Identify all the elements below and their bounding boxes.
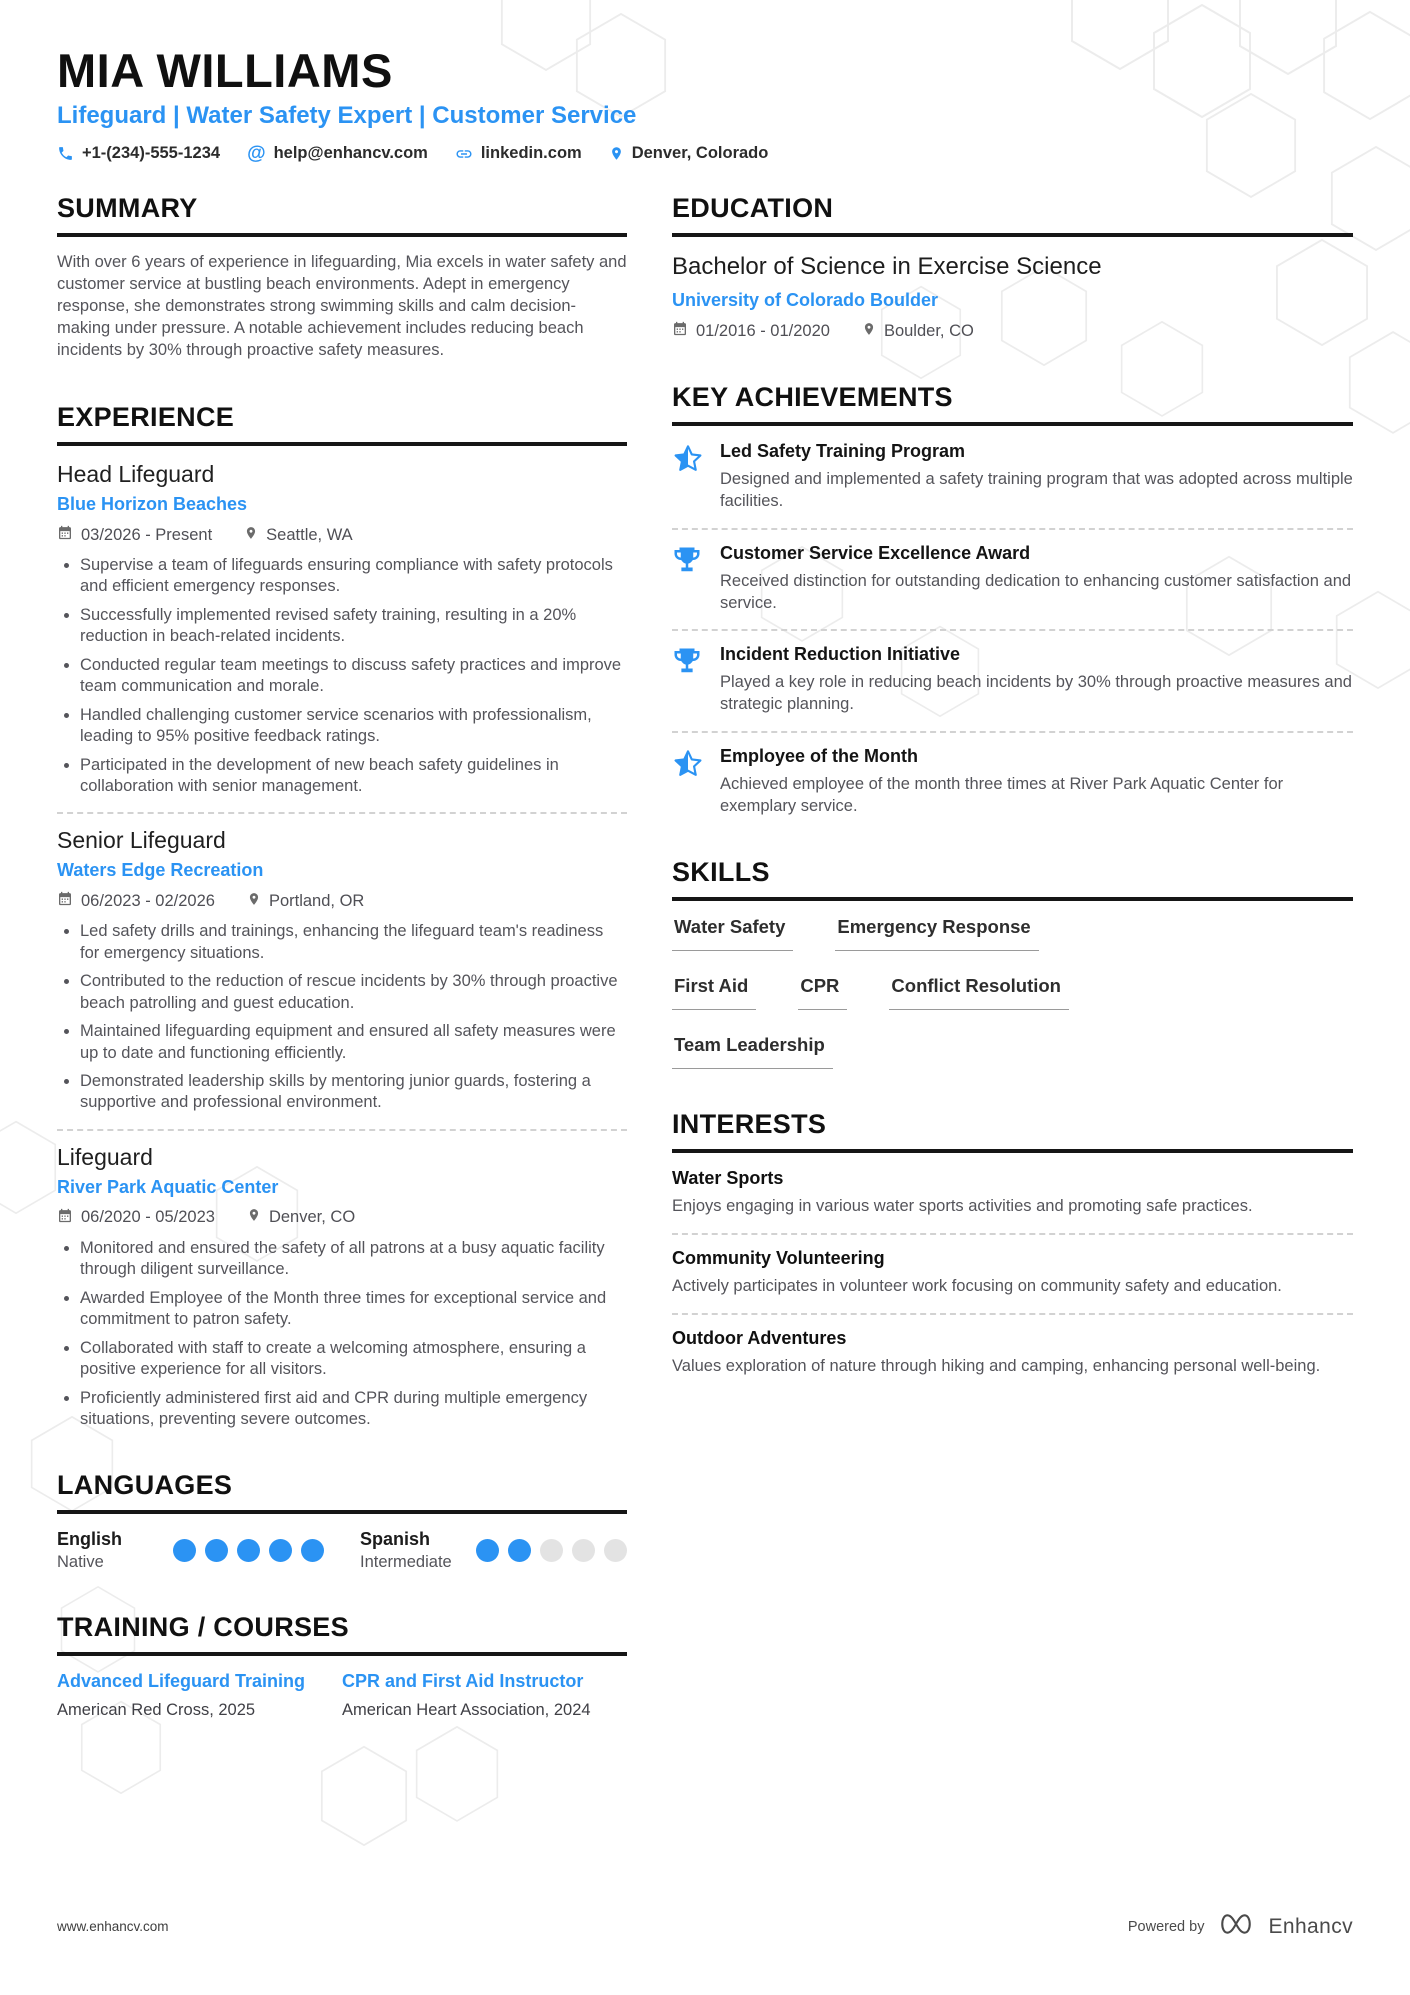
achievements-section [672, 382, 1353, 817]
skill-tag: First Aid [672, 975, 756, 1010]
candidate-headline: Lifeguard | Water Safety Expert | Customer Service [57, 102, 637, 130]
job-company: Blue Horizon Beaches [57, 494, 248, 515]
entry-divider [57, 812, 627, 814]
interest-item [672, 1168, 1353, 1218]
contact-linkedin[interactable] [455, 144, 582, 163]
enhancv-logo-icon [1215, 1910, 1257, 1943]
calendar-icon [57, 890, 73, 912]
achievement-text: Designed and implemented a safety training program that was adopted across multiple facilities. [720, 470, 1353, 511]
bullet-item: • Led safety drills and trainings, enhancing the lifeguard team's readiness for emergency situations. [80, 921, 627, 964]
training-title: Advanced Lifeguard Training [57, 1671, 306, 1692]
star-icon [672, 746, 704, 785]
experience-section [57, 402, 627, 1430]
skill-tag: CPR [798, 975, 847, 1010]
job-dates: 03/2026 - Present [57, 524, 212, 546]
entry-divider [672, 528, 1353, 530]
job-location: Seattle, WA [244, 525, 353, 546]
at-icon: @ [247, 143, 266, 165]
languages-section [57, 1470, 627, 1572]
entry-divider [672, 731, 1353, 733]
summary-heading: SUMMARY [57, 193, 627, 237]
achievement-text: Received distinction for outstanding dedication to enhancing customer satisfaction and service. [720, 571, 1352, 612]
phone-icon [57, 145, 74, 162]
achievements-heading: KEY ACHIEVEMENTS [672, 382, 1353, 426]
interests-heading: INTERESTS [672, 1109, 1353, 1153]
interest-title: Water Sports [672, 1168, 784, 1189]
bullet-item: • Supervise a team of lifeguards ensuring compliance with safety protocols and efficient emergency responses. [80, 555, 627, 598]
job-location: Portland, OR [247, 891, 364, 912]
achievement-item [672, 543, 1353, 615]
experience-entry [57, 827, 627, 1114]
education-section [672, 193, 1353, 342]
job-title: Head Lifeguard [57, 461, 215, 488]
bullet-item: • Successfully implemented revised safety training, resulting in a 20% reduction in beach-related incidents. [80, 605, 627, 648]
location-pin-icon [247, 1207, 261, 1228]
bullet-item: • Proficiently administered first aid and CPR during multiple emergency situations, preventing severe outcomes. [80, 1388, 627, 1431]
training-heading: TRAINING / COURSES [57, 1612, 627, 1656]
achievement-item [672, 441, 1353, 513]
bullet-item: • Contributed to the reduction of rescue incidents by 30% through proactive beach patrolling and guest education. [80, 971, 627, 1014]
experience-entry [57, 1144, 627, 1431]
job-title: Senior Lifeguard [57, 827, 226, 854]
link-icon [455, 145, 473, 163]
language-proficiency-dots [476, 1539, 627, 1562]
achievement-item [672, 644, 1353, 716]
education-location: Boulder, CO [862, 321, 974, 342]
location-pin-icon [244, 525, 258, 546]
language-name: English [57, 1529, 123, 1550]
skills-heading: SKILLS [672, 857, 1353, 901]
experience-heading: EXPERIENCE [57, 402, 627, 446]
language-proficiency-dots [173, 1539, 324, 1562]
star-icon [672, 441, 704, 480]
summary-section [57, 193, 627, 362]
bullet-item: • Conducted regular team meetings to discuss safety practices and improve team communication and morale. [80, 655, 627, 698]
bullet-item: • Handled challenging customer service scenarios with professionalism, leading to 95% positive feedback ratings. [80, 705, 627, 748]
candidate-name: MIA WILLIAMS [57, 44, 393, 97]
achievement-title: Led Safety Training Program [720, 441, 966, 462]
training-title: CPR and First Aid Instructor [342, 1671, 584, 1692]
job-location: Denver, CO [247, 1207, 355, 1228]
bullet-item: • Awarded Employee of the Month three times for exceptional service and commitment to patron safety. [80, 1288, 627, 1331]
job-bullets [57, 555, 627, 797]
entry-divider [672, 1313, 1353, 1315]
brand-wordmark: Enhancv [1268, 1914, 1353, 1938]
languages-heading: LANGUAGES [57, 1470, 627, 1514]
contact-linkedin-value[interactable]: linkedin.com [480, 144, 582, 163]
degree: Bachelor of Science in Exercise Science [672, 253, 1102, 281]
interest-title: Community Volunteering [672, 1248, 885, 1269]
contact-email-value[interactable]: help@enhancv.com [273, 144, 428, 163]
school: University of Colorado Boulder [672, 290, 939, 311]
experience-entry [57, 461, 627, 797]
skill-tag: Team Leadership [672, 1034, 833, 1069]
summary-text: With over 6 years of experience in lifeguarding, Mia excels in water safety and customer service at bustling beach environments. Adept in emergency response, she demonstrates strong swimming skills and calm decision-making under pressure. A notable achievement includes reducing beach incidents by 30% through proactive safety measures. [57, 253, 627, 360]
trophy-icon [672, 644, 704, 681]
powered-by [1128, 1910, 1353, 1943]
contact-phone-value: +1-(234)-555-1234 [82, 144, 221, 163]
training-org: American Heart Association, 2024 [342, 1701, 591, 1720]
bullet-item: • Participated in the development of new beach safety guidelines in collaboration with senior management. [80, 755, 627, 798]
bullet-item: • Demonstrated leadership skills by mentoring junior guards, fostering a supportive and professional environment. [80, 1071, 627, 1114]
location-pin-icon [247, 891, 261, 912]
contact-location [609, 144, 769, 163]
achievement-item [672, 746, 1353, 818]
interest-text: Actively participates in volunteer work focusing on community safety and education. [672, 1277, 1282, 1296]
job-bullets [57, 921, 627, 1114]
job-company: Waters Edge Recreation [57, 860, 264, 881]
job-dates: 06/2023 - 02/2026 [57, 890, 215, 912]
achievement-title: Customer Service Excellence Award [720, 542, 1031, 563]
job-title: Lifeguard [57, 1143, 153, 1170]
skills-section [672, 857, 1353, 1069]
job-dates: 06/2020 - 05/2023 [57, 1207, 215, 1229]
contact-row [57, 144, 1353, 163]
calendar-icon [57, 524, 73, 546]
entry-divider [57, 1129, 627, 1131]
skill-tag: Water Safety [672, 916, 793, 951]
language-name: Spanish [360, 1529, 431, 1550]
powered-by-label: Powered by [1127, 1918, 1205, 1935]
language-level: Intermediate [360, 1553, 452, 1572]
bullet-item: • Maintained lifeguarding equipment and ensured all safety measures were up to date and functioning efficiently. [80, 1021, 627, 1064]
contact-phone [57, 144, 220, 163]
achievement-text: Achieved employee of the month three times at River Park Aquatic Center for exemplary service. [720, 774, 1284, 815]
language-item [360, 1529, 627, 1572]
calendar-icon [672, 320, 688, 342]
job-company: River Park Aquatic Center [57, 1176, 279, 1197]
achievement-title: Employee of the Month [720, 745, 918, 766]
calendar-icon [57, 1207, 73, 1229]
language-item [57, 1529, 360, 1572]
location-pin-icon [862, 321, 876, 342]
entry-divider [672, 1233, 1353, 1235]
interest-item [672, 1328, 1353, 1378]
education-dates: 01/2016 - 01/2020 [672, 320, 830, 342]
achievement-text: Played a key role in reducing beach incidents by 30% through proactive measures and strategic planning. [720, 673, 1352, 714]
skill-tag: Emergency Response [835, 916, 1038, 951]
skill-tag: Conflict Resolution [889, 975, 1069, 1010]
bullet-item: • Collaborated with staff to create a welcoming atmosphere, ensuring a positive experience for all visitors. [80, 1338, 627, 1381]
education-heading: EDUCATION [672, 193, 1353, 237]
training-item [342, 1671, 627, 1720]
interest-item [672, 1248, 1353, 1298]
entry-divider [672, 629, 1353, 631]
interest-text: Enjoys engaging in various water sports activities and promoting safe practices. [672, 1197, 1253, 1216]
contact-location-value: Denver, Colorado [631, 144, 769, 163]
achievement-title: Incident Reduction Initiative [720, 644, 961, 665]
location-pin-icon [609, 145, 624, 162]
interest-title: Outdoor Adventures [672, 1328, 847, 1348]
trophy-icon [672, 543, 704, 580]
page-footer [57, 1910, 1353, 1943]
language-level: Native [57, 1553, 104, 1572]
bullet-item: • Monitored and ensured the safety of all patrons at a busy aquatic facility through diligent surveillance. [80, 1238, 627, 1281]
job-bullets [57, 1238, 627, 1431]
resume-header [57, 46, 1353, 163]
interest-text: Values exploration of nature through hiking and camping, enhancing personal well-being. [672, 1357, 1321, 1375]
training-item [57, 1671, 342, 1720]
footer-website-link[interactable]: www.enhancv.com [57, 1919, 169, 1934]
training-org: American Red Cross, 2025 [57, 1701, 256, 1720]
contact-email[interactable] [247, 144, 428, 163]
interests-section [672, 1109, 1353, 1377]
training-section [57, 1612, 627, 1720]
